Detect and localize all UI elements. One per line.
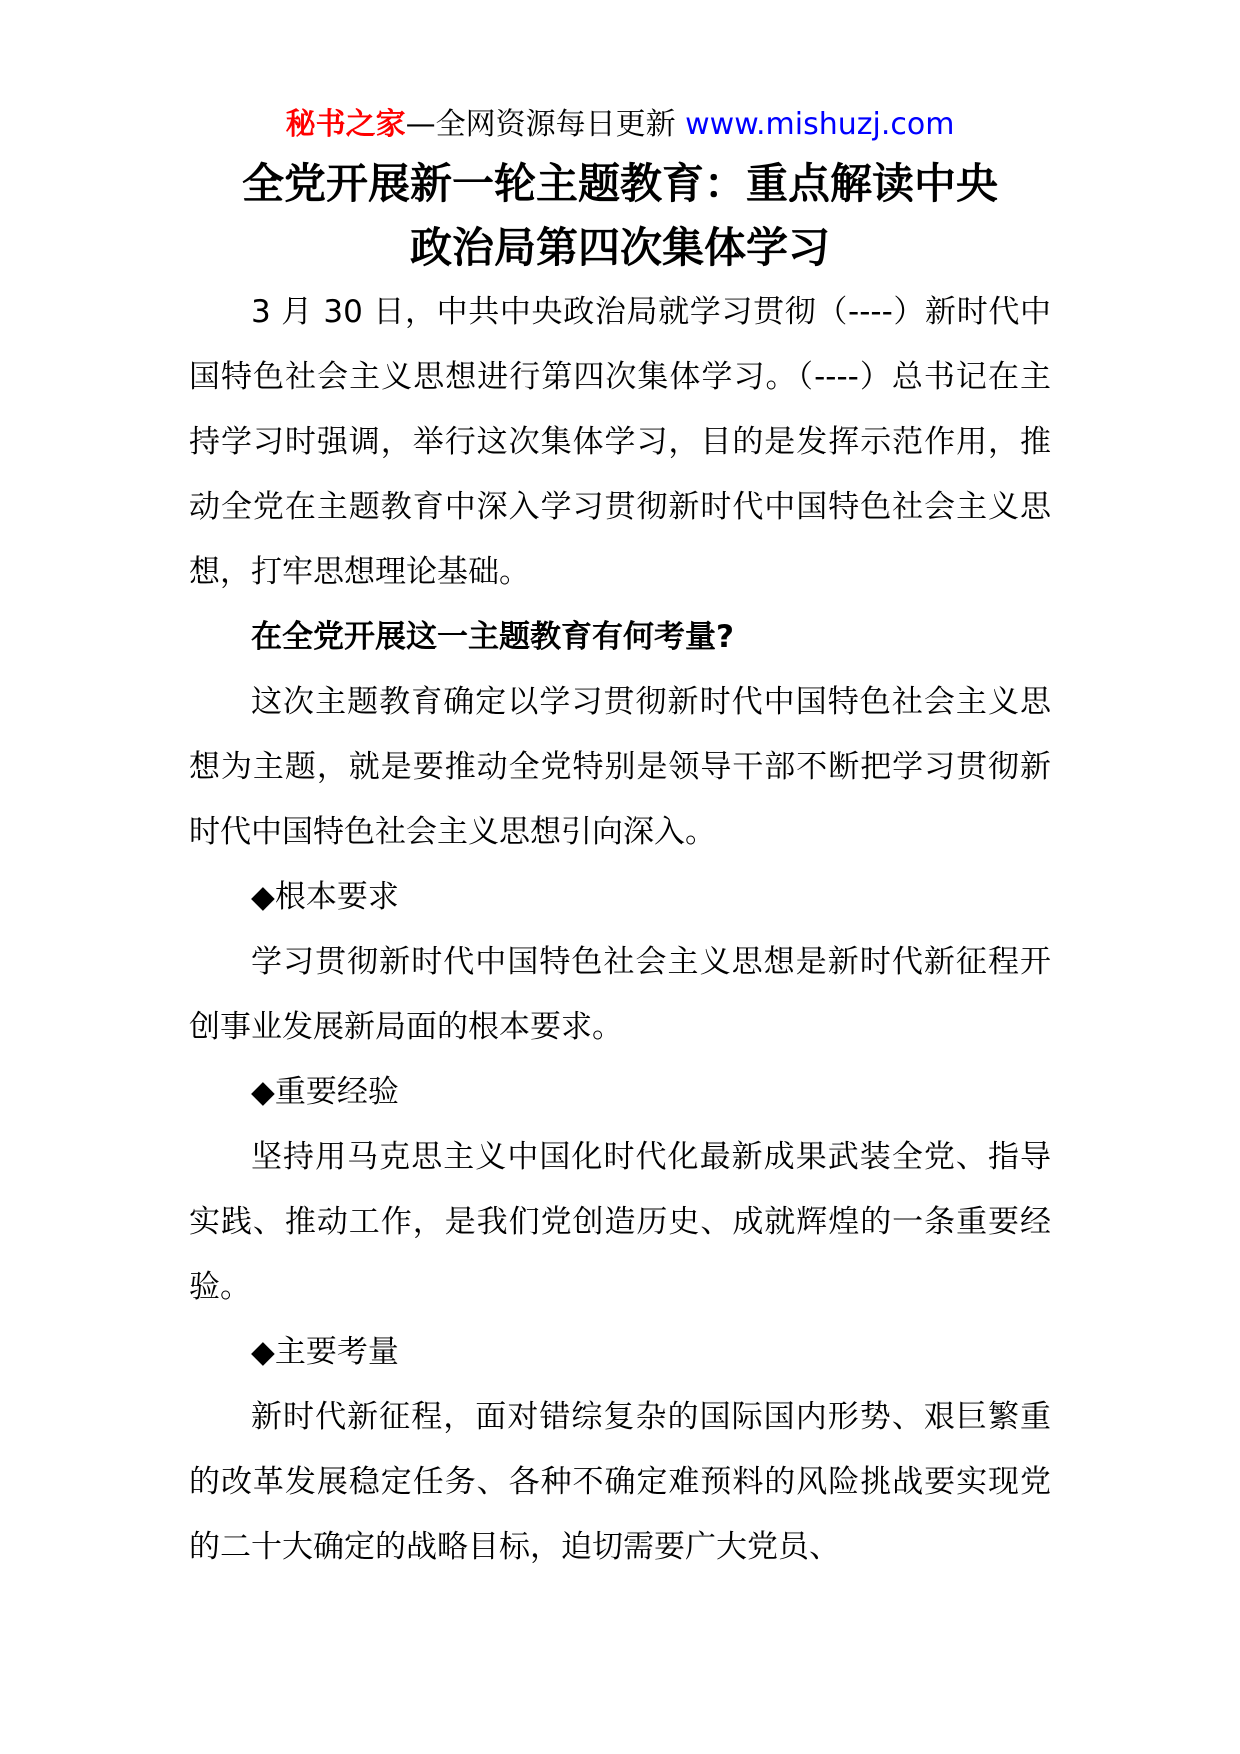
site-url-link[interactable]: www.mishuzj.com xyxy=(685,107,955,142)
bullet-heading-important-experience: ◆重要经验 xyxy=(251,1074,399,1110)
document-title xyxy=(189,152,1051,280)
header-slogan: —全网资源每日更新 xyxy=(405,107,686,142)
paragraph-fundamental-requirement: 学习贯彻新时代中国特色社会主义思想是新时代新征程开创事业发展新局面的根本要求。 xyxy=(189,944,1051,1045)
paragraph-main-consideration: 新时代新征程，面对错综复杂的国际国内形势、艰巨繁重的改革发展稳定任务、各种不确定难预料的风险挑战要实现党的二十大确定的战略目标，迫切需要广大党员、 xyxy=(189,1399,1051,1565)
brand-name: 秘书之家 xyxy=(285,107,406,142)
title-line-1: 全党开展新一轮主题教育：重点解读中央 xyxy=(241,159,998,208)
paragraph-theme: 这次主题教育确定以学习贯彻新时代中国特色社会主义思想为主题，就是要推动全党特别是领导干部不断把学习贯彻新时代中国特色社会主义思想引向深入。 xyxy=(189,684,1051,850)
bullet-heading-fundamental-requirement: ◆根本要求 xyxy=(251,879,399,915)
bullet-heading-main-consideration: ◆主要考量 xyxy=(251,1334,399,1370)
section-heading-question: 在全党开展这一主题教育有何考量? xyxy=(251,619,734,655)
title-line-2: 政治局第四次集体学习 xyxy=(409,223,830,272)
paragraph-intro: 3 月 30 日，中共中央政治局就学习贯彻（----）新时代中国特色社会主义思想进行第四次集体学习。（----）总书记在主持学习时强调，举行这次集体学习，目的是发挥示范作用，推动全党在主题教育中深入学习贯彻新时代中国特色社会主义思想，打牢思想理论基础。 xyxy=(189,294,1051,590)
paragraph-important-experience: 坚持用马克思主义中国化时代化最新成果武装全党、指导实践、推动工作，是我们党创造历史、成就辉煌的一条重要经验。 xyxy=(189,1139,1051,1305)
document-page xyxy=(189,100,1051,1580)
site-header xyxy=(189,100,1051,150)
